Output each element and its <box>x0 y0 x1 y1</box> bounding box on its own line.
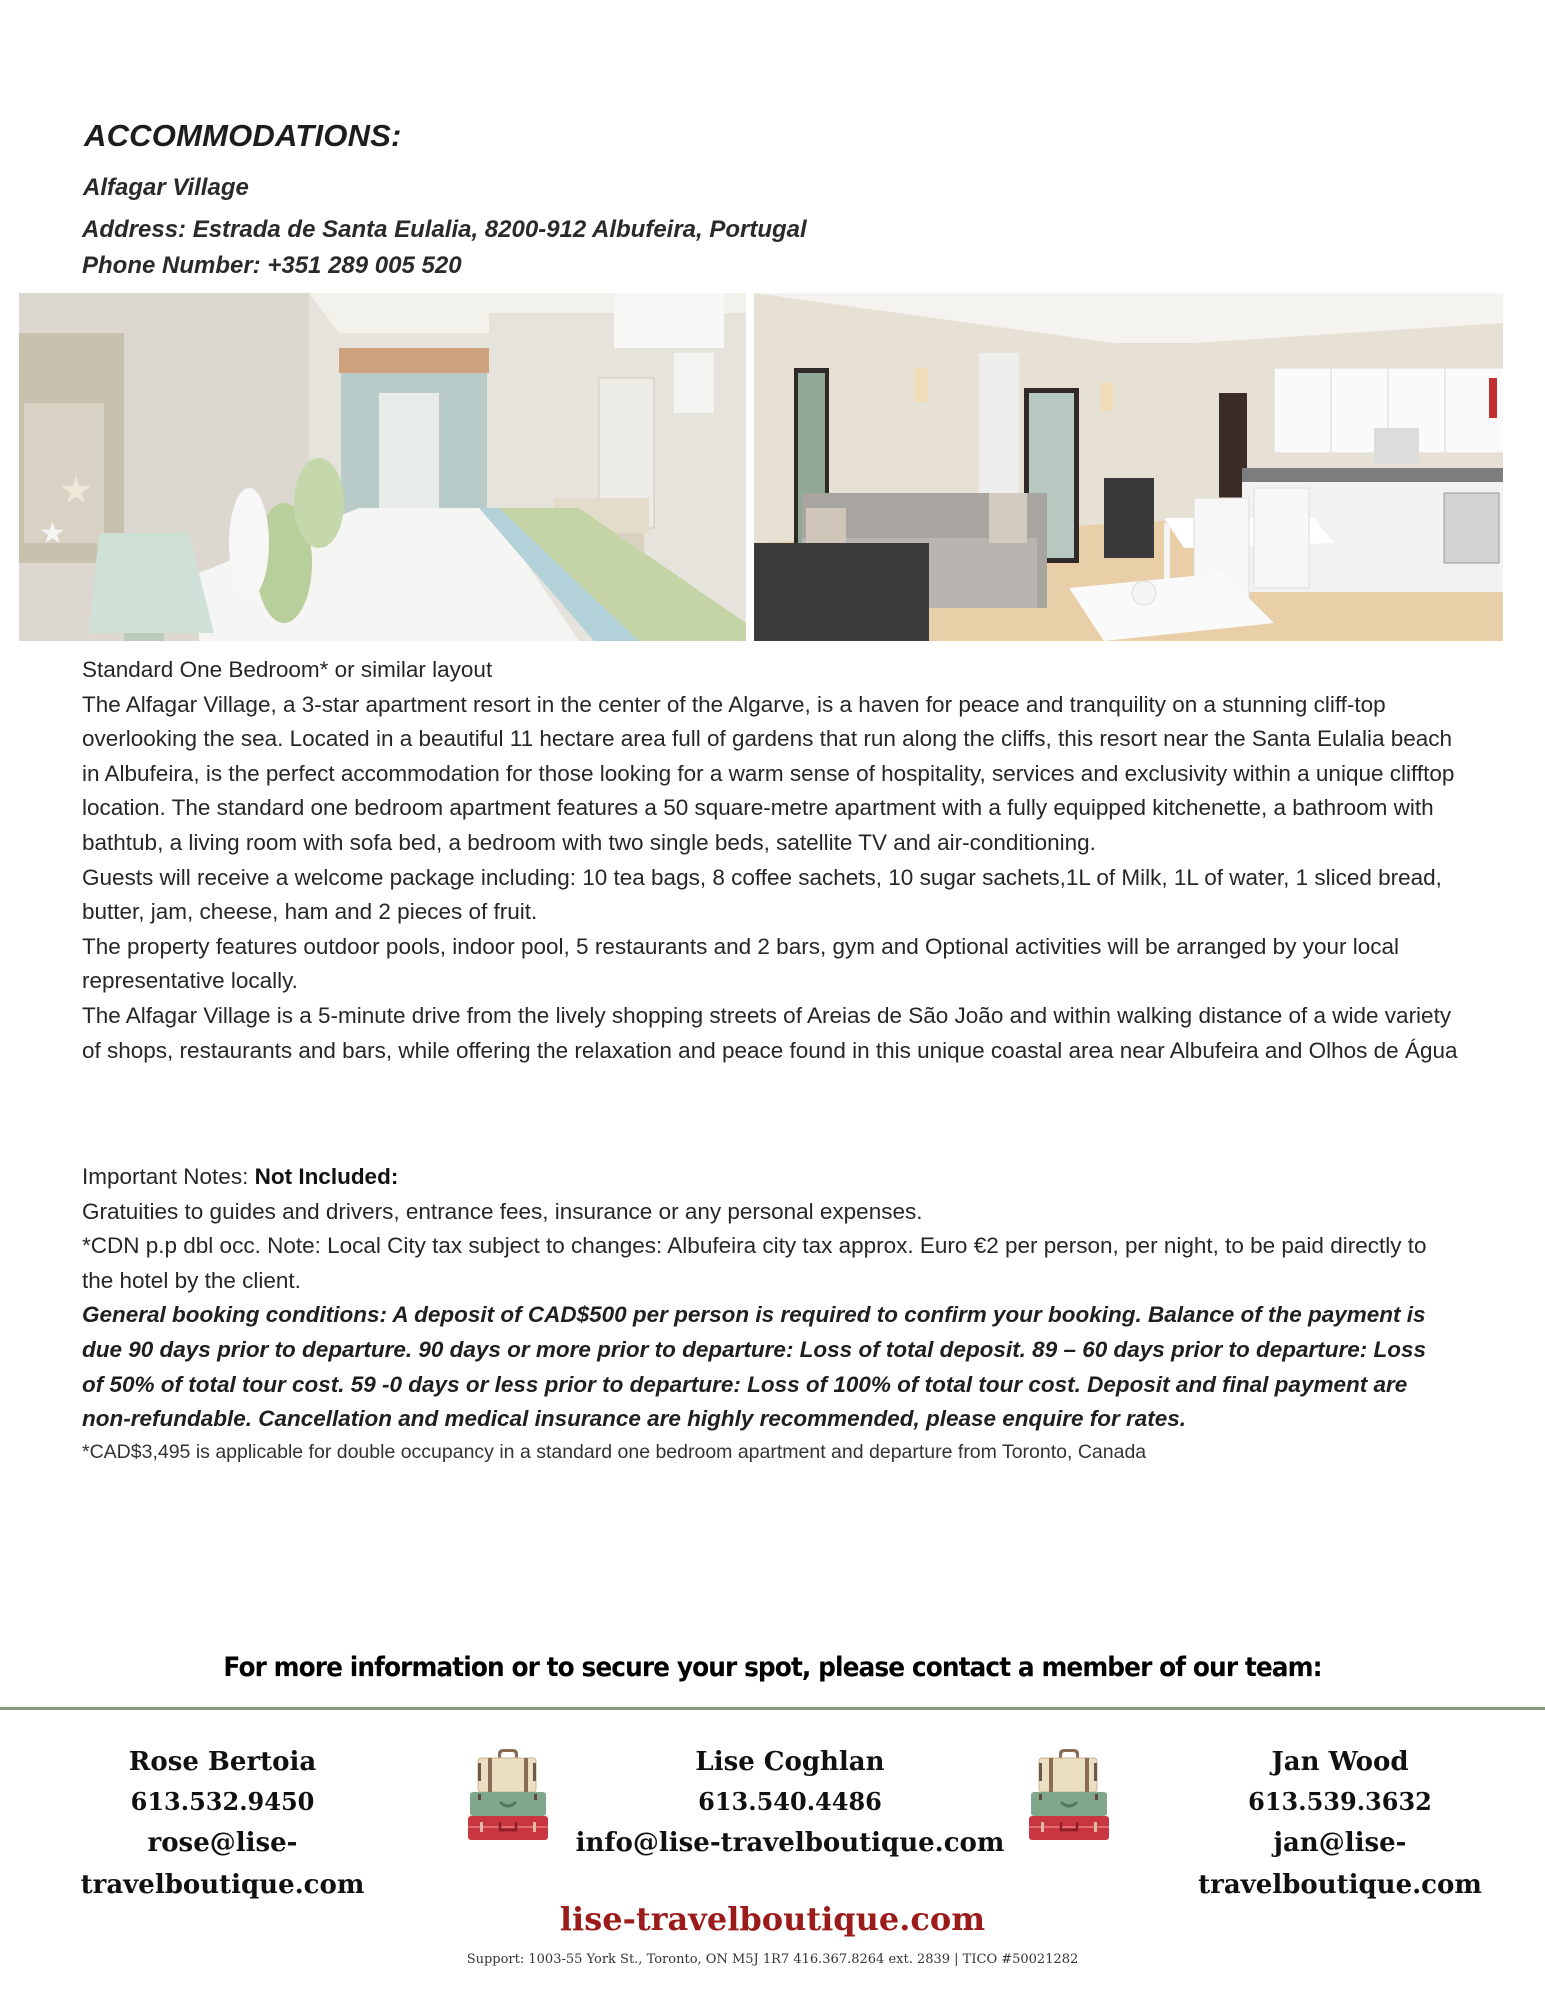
living-kitchen-photo <box>754 293 1503 641</box>
facilities-paragraph: The property features outdoor pools, indoor pool, 5 restaurants and 2 bars, gym and Optional activities will be arranged by your local representative locally. <box>82 933 1399 994</box>
room-type-label: Standard One Bedroom* or similar layout <box>82 657 493 682</box>
not-included-text: Gratuities to guides and drivers, entrance fees, insurance or any personal expenses. <box>82 1198 923 1224</box>
svg-text:★: ★ <box>39 517 66 550</box>
contact-email[interactable]: jan@lise-travelboutique.com <box>1198 1828 1482 1900</box>
contact-card <box>20 1742 425 1906</box>
not-included-label: Not Included: <box>254 1164 399 1189</box>
bedroom-photo <box>19 293 746 641</box>
contact-name: Lise Coghlan <box>695 1747 885 1777</box>
contact-card <box>1140 1742 1540 1906</box>
contact-name: Rose Bertoia <box>128 1747 317 1777</box>
contact-name: Jan Wood <box>1271 1747 1409 1777</box>
divider <box>0 1707 1545 1710</box>
contact-cta: For more information or to secure your spot, please contact a member of our team: <box>223 1652 1322 1683</box>
suitcase-stack-icon <box>1027 1748 1111 1840</box>
support-info: Support: 1003-55 York St., Toronto, ON M5J 1R7 416.367.8264 ext. 2839 | TICO #50021282 <box>466 1952 1079 1967</box>
contact-card <box>575 1742 1005 1864</box>
svg-text:★: ★ <box>59 470 94 512</box>
contact-email[interactable]: rose@lise-travelboutique.com <box>80 1828 365 1900</box>
contact-phone[interactable]: 613.540.4486 <box>698 1787 882 1816</box>
hotel-address: Address: Estrada de Santa Eulalia, 8200-912 Albufeira, Portugal <box>82 216 807 243</box>
contact-phone[interactable]: 613.532.9450 <box>130 1787 315 1816</box>
accommodation-description <box>82 653 1482 1068</box>
contact-email[interactable]: info@lise-travelboutique.com <box>575 1828 1005 1858</box>
city-tax-note: *CDN p.p dbl occ. Note: Local City tax subject to changes: Albufeira city tax approx. Euro €2 per person, per night, to be paid directly to the hotel by the client. <box>82 1233 1427 1293</box>
hotel-phone: Phone Number: +351 289 005 520 <box>82 252 462 279</box>
contact-phone[interactable]: 613.539.3632 <box>1248 1787 1432 1816</box>
important-notes <box>82 1160 1482 1467</box>
notes-heading <box>82 1160 1482 1195</box>
booking-conditions: General booking conditions: A deposit of CAD$500 per person is required to confirm your booking. Balance of the payment is due 90 days prior to departure. 90 days or more prior to departure: Loss of total deposit. 89 – 60 days prior to departure: Loss of 50% of total tour cost. 59 -0 days or less prior to departure: Loss of 100% of total tour cost. Deposit and final payment are non-refundable. Cancellation and medical insurance are highly recommended, please enquire for rates. <box>82 1302 1427 1432</box>
notes-label: Important Notes: <box>82 1164 255 1189</box>
page-title: ACCOMMODATIONS: <box>84 118 402 153</box>
description-paragraph: The Alfagar Village, a 3-star apartment resort in the center of the Algarve, is a haven for peace and tranquility on a stunning cliff-top overlooking the sea. Located in a beautiful 11 hectare area full of gardens that run along the cliffs, this resort near the Santa Eulalia beach in Albufeira, is the perfect accommodation for those looking for a warm sense of hospitality, services and exclusivity within a unique clifftop location. The standard one bedroom apartment features a 50 square-metre apartment with a fully equipped kitchenette, a bathroom with bathtub, a living room with sofa bed, a bedroom with two single beds, satellite TV and air-conditioning. <box>82 691 1455 855</box>
suitcase-stack-icon <box>466 1748 550 1840</box>
location-paragraph: The Alfagar Village is a 5-minute drive from the lively shopping streets of Areias de São João and within walking distance of a wide variety of shops, restaurants and bars, while offering the relaxation and peace found in this unique coastal area near Albufeira and Olhos de Água <box>82 1002 1458 1063</box>
website-link[interactable]: lise-travelboutique.com <box>559 1900 986 1938</box>
welcome-package-paragraph: Guests will receive a welcome package including: 10 tea bags, 8 coffee sachets, 10 sugar sachets,1L of Milk, 1L of water, 1 sliced bread, butter, jam, cheese, ham and 2 pieces of fruit. <box>82 864 1442 925</box>
price-footnote: *CAD$3,495 is applicable for double occupancy in a standard one bedroom apartment and departure from Toronto, Canada <box>82 1440 1147 1463</box>
hotel-name: Alfagar Village <box>83 174 249 201</box>
